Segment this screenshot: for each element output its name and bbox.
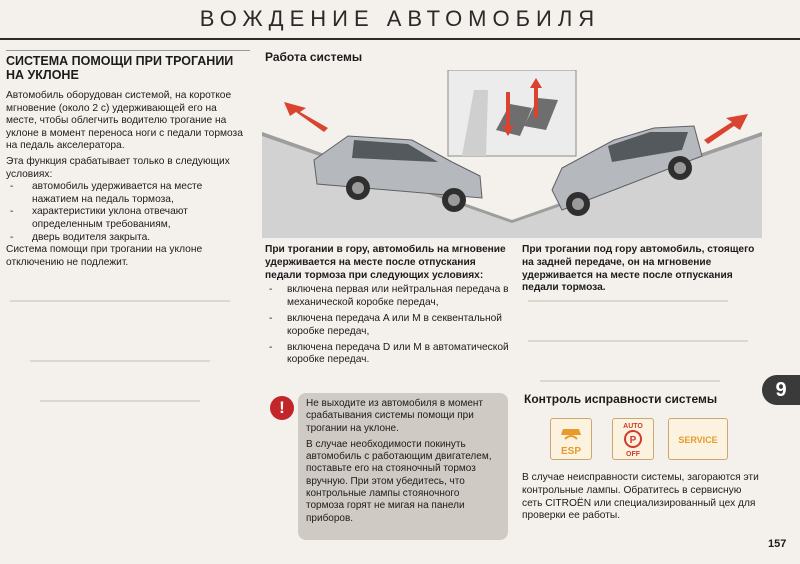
section-title: СИСТЕМА ПОМОЩИ ПРИ ТРОГАНИИ НА УКЛОНЕ xyxy=(6,50,250,82)
uphill-caption: При трогании в гору, автомобиль на мгновение удерживается на месте после отпускания педали тормоза при следующих условиях: xyxy=(265,244,506,281)
service-lamp-icon xyxy=(668,418,728,460)
system-check-title: Контроль исправности системы xyxy=(524,392,718,406)
esp-warning-lamp-icon xyxy=(550,418,592,460)
chapter-title: ВОЖДЕНИЕ АВТОМОБИЛЯ xyxy=(199,6,601,31)
list-item: - включена первая или нейтральная передача в механической коробке передач, xyxy=(265,284,509,310)
divider xyxy=(30,360,210,362)
pedal-inset-illustration xyxy=(448,70,576,156)
warning-icon: ! xyxy=(270,396,294,420)
chapter-header xyxy=(0,0,800,40)
system-check-text: В случае неисправности системы, загораются эти контрольные лампы. Обратитесь в сервисную сеть CITROËN или специализированный цех для проверки ее работы. xyxy=(522,472,759,522)
page-number: 157 xyxy=(768,538,787,550)
warning-text-2: В случае необходимости покинуть автомобиль с работающим двигателем, поставьте его на стояночный тормоз вручную. При этом убедитесь, что контрольные лампы стояночного тормоза горят не мигая на панели приборов. xyxy=(306,438,492,524)
esp-label: ESP xyxy=(560,446,582,457)
divider xyxy=(528,300,728,302)
hill-start-section xyxy=(6,50,250,269)
operation-title: Работа системы xyxy=(265,50,363,64)
auto-label: AUTO xyxy=(623,423,643,430)
off-label: OFF xyxy=(626,451,640,458)
list-item: - дверь водителя закрыта. xyxy=(6,232,250,245)
divider xyxy=(10,300,230,302)
divider xyxy=(40,400,200,402)
divider xyxy=(528,340,748,342)
warning-lamps xyxy=(550,418,740,458)
auto-parking-brake-lamp-icon xyxy=(612,418,654,460)
list-item: - включена передача D или M в автоматической коробке передач. xyxy=(265,342,509,368)
downhill-description xyxy=(522,244,766,295)
divider xyxy=(540,380,720,382)
warning-text-1: Не выходите из автомобиля в момент срабатывания системы помощи при трогании на уклоне. xyxy=(306,398,483,434)
conditions-intro: Эта функция срабатывает только в следующих условиях: xyxy=(6,155,230,180)
park-symbol: P xyxy=(629,435,637,446)
deactivation-note: Система помощи при трогании на уклоне отключению не подлежит. xyxy=(6,244,203,268)
chapter-tab: 9 xyxy=(762,375,800,405)
warning-box xyxy=(298,393,508,540)
conditions-list xyxy=(6,181,250,244)
downhill-caption: При трогании под гору автомобиль, стоящего на задней передаче, он на мгновение удерживается на месте после отпускания педали тормоза. xyxy=(522,244,755,294)
uphill-conditions-list xyxy=(265,284,509,367)
intro-paragraph: Автомобиль оборудован системой, на короткое мгновение (около 2 с) удерживающей его на месте, чтобы облегчить водителю трогание на уклоне в момент переноса ноги с педали тормоза на педаль акселератора. xyxy=(6,90,243,152)
service-label: SERVICE xyxy=(678,435,718,445)
hill-start-illustration xyxy=(262,70,762,238)
uphill-description xyxy=(265,244,509,370)
list-item: - автомобиль удерживается на месте нажатием на педаль тормоза, xyxy=(6,181,250,206)
uphill-roll-arrow-icon xyxy=(284,102,328,132)
list-item: - характеристики уклона отвечают определенным требованиям, xyxy=(6,206,250,231)
list-item: - включена передача A или M в секвентальной коробке передач, xyxy=(265,313,509,339)
